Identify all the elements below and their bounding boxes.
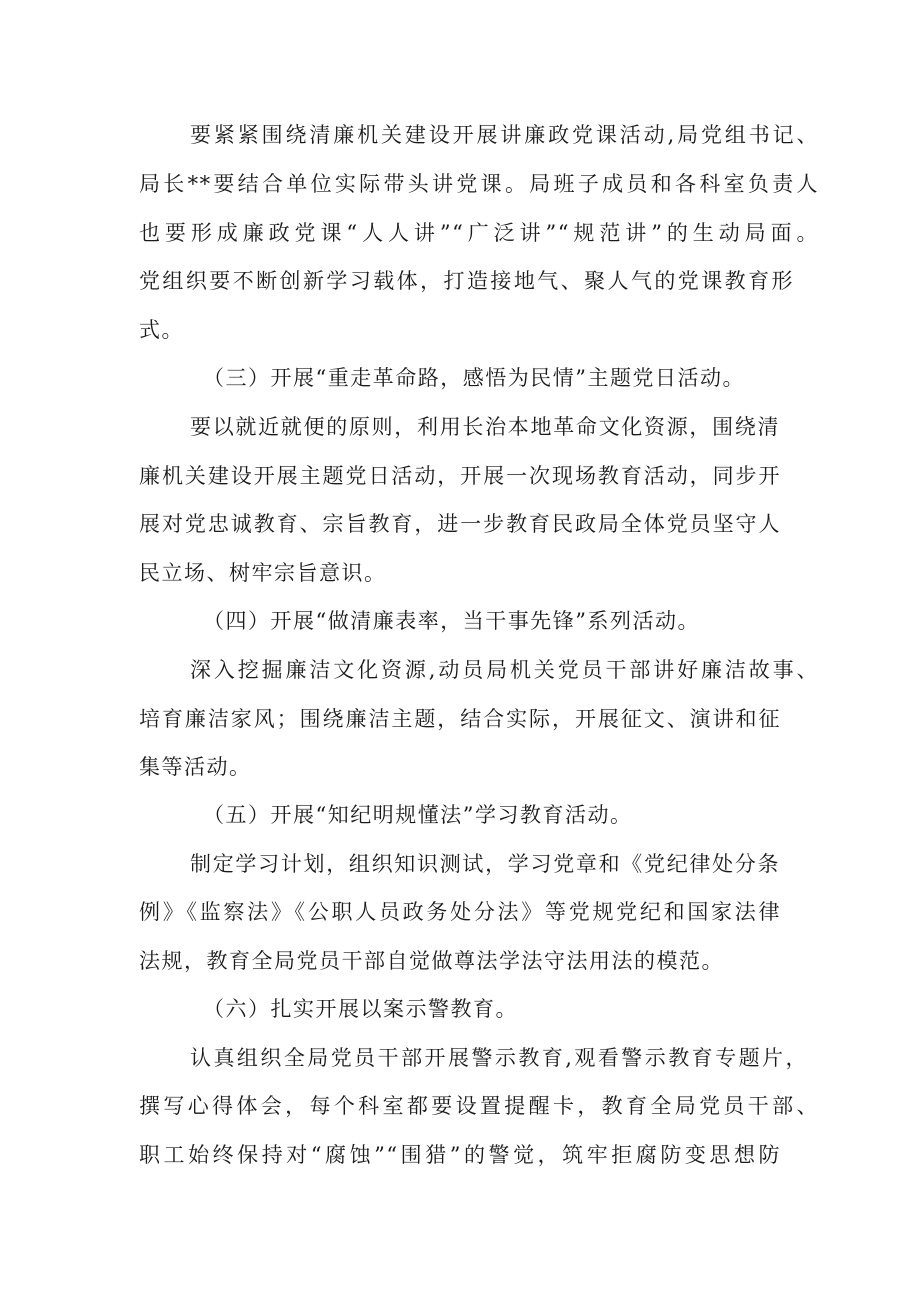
- paragraph-line: 深入挖掘廉洁文化资源,动员局机关党员干部讲好廉洁故事、: [190, 658, 819, 682]
- paragraph-line: 例》《监察法》《公职人员政务处分法》等党规党纪和国家法律: [139, 900, 781, 924]
- paragraph-line: 培育廉洁家风；围绕廉洁主题，结合实际，开展征文、演讲和征: [139, 707, 781, 731]
- paragraph-line: 党组织要不断创新学习载体，打造接地气、聚人气的党课教育形: [139, 269, 794, 293]
- section-heading: （六）扎实开展以案示警教育。: [203, 997, 518, 1021]
- section-heading: （四）开展“做清廉表率，当干事先锋”系列活动。: [203, 609, 700, 633]
- paragraph-line: 集等活动。: [139, 755, 252, 779]
- paragraph-line: 廉机关建设开展主题党日活动，开展一次现场教育活动，同步开: [139, 464, 781, 488]
- paragraph-line: 要以就近就便的原则，利用长治本地革命文化资源，围绕清: [190, 415, 780, 439]
- paragraph-line: 展对党忠诚教育、宗旨教育，进一步教育民政局全体党员坚守人: [139, 512, 781, 536]
- section-heading: （五）开展“知纪明规懂法”学习教育活动。: [203, 803, 633, 827]
- paragraph-line: 撰写心得体会，每个科室都要设置提醒卡，教育全局党员干部、: [139, 1094, 819, 1118]
- paragraph-line: 法规，教育全局党员干部自觉做尊法学法守法用法的模范。: [139, 949, 724, 973]
- paragraph-line: 制定学习计划，组织知识测试，学习党章和《党纪律处分条: [190, 852, 780, 876]
- paragraph-line: 民立场、树牢宗旨意识。: [139, 561, 387, 585]
- paragraph-line: 职工始终保持对“腐蚀”“围猎”的警觉，筑牢拒腐防变思想防: [139, 1143, 781, 1167]
- paragraph-line: 认真组织全局党员干部开展警示教育,观看警示教育专题片，: [190, 1046, 808, 1070]
- paragraph-line: 也要形成廉政党课“人人讲”“广泛讲”“规范讲”的生动局面。: [139, 221, 819, 245]
- section-heading: （三）开展“重走革命路，感悟为民情”主题党日活动。: [203, 366, 745, 390]
- paragraph-line: 局长**要结合单位实际带头讲党课。局班子成员和各科室负责人: [139, 172, 819, 196]
- paragraph-line: 要紧紧围绕清廉机关建设开展讲廉政党课活动,局党组书记、: [190, 123, 819, 147]
- paragraph-line: 式。: [139, 318, 184, 342]
